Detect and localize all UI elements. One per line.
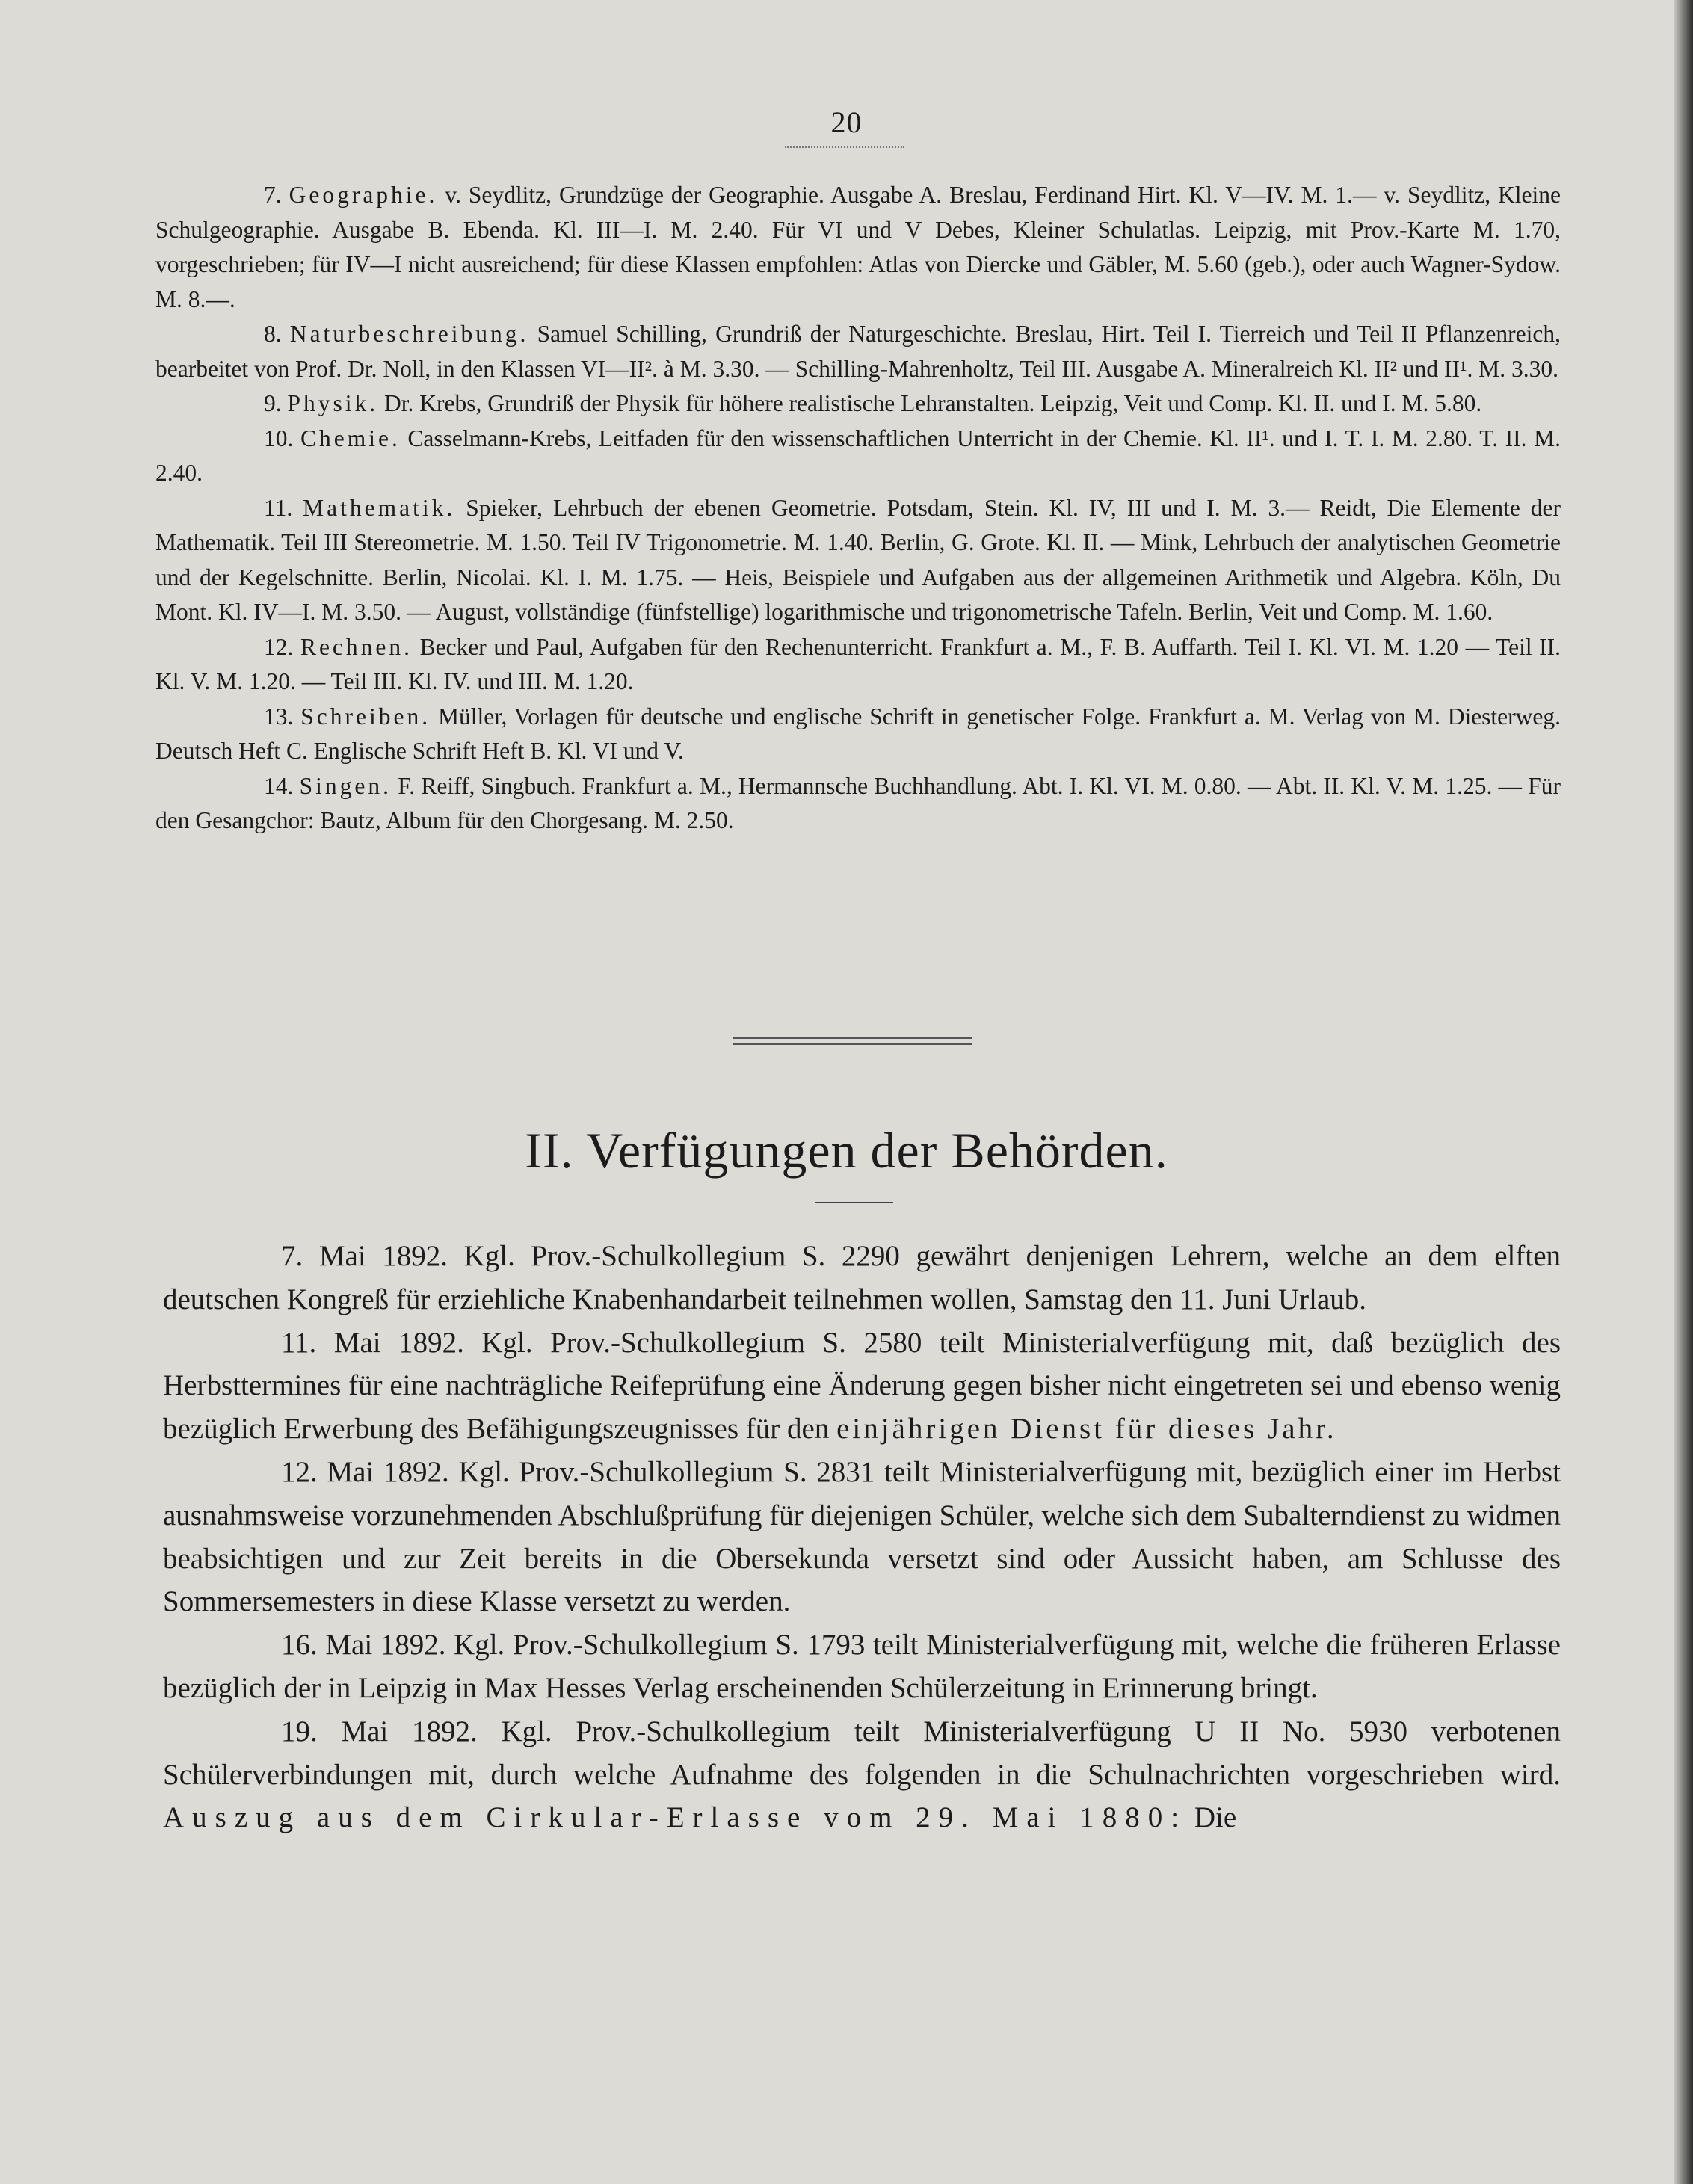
textbook-entry-physik bbox=[155, 386, 1561, 422]
entry-subject: Rechnen. bbox=[300, 633, 413, 660]
entry-subject: Chemie. bbox=[300, 425, 401, 451]
textbook-entry-naturbeschreibung bbox=[155, 317, 1561, 386]
entry-text: Becker und Paul, Aufgaben für den Rechenunterricht. Frankfurt a. M., F. B. Auffarth. Teil I. Kl. VI. M. 1.20 — Teil II. Kl. V. M. 1.20. — Teil III. Kl. IV. und III. M. 1.20. bbox=[155, 633, 1561, 694]
entry-subject: Schreiben. bbox=[300, 703, 431, 729]
entry-number: 9. bbox=[264, 390, 282, 416]
decree-text: 11. Mai 1892. Kgl. Prov.-Schulkollegium S. 2580 teilt Ministerialverfügung mit, daß bezüglich des Herbsttermines für eine nachträgliche Reifeprüfung eine Änderung gegen bisher nicht eingetreten sei und ebenso wenig bezüglich Erwerbung des Befähigungszeugnisses für den bbox=[163, 1326, 1561, 1446]
decree-entry bbox=[163, 1235, 1561, 1321]
entry-text: F. Reiff, Singbuch. Frankfurt a. M., Hermannsche Buchhandlung. Abt. I. Kl. VI. M. 0.80. — Abt. II. Kl. V. M. 1.25. — Für den Gesangchor: Bautz, Album für den Chorgesang. M. 2.50. bbox=[155, 772, 1561, 833]
decrees-list bbox=[163, 1235, 1561, 1839]
decree-text: 7. Mai 1892. Kgl. Prov.-Schulkollegium S. 2290 gewährt denjenigen Lehrern, welche an dem elften deutschen Kongreß für erziehliche Knabenhandarbeit teilnehmen wollen, Samstag den 11. Juni Urlaub. bbox=[163, 1240, 1561, 1315]
entry-number: 7. bbox=[264, 182, 282, 208]
entry-number: 13. bbox=[264, 703, 294, 729]
decree-emphasis: Auszug aus dem Cirkular-Erlasse vom 29. Mai 1880: bbox=[163, 1801, 1188, 1834]
decree-emphasis: einjährigen Dienst für dieses Jahr. bbox=[836, 1413, 1337, 1446]
decree-entry bbox=[163, 1321, 1561, 1451]
decree-text: 16. Mai 1892. Kgl. Prov.-Schulkollegium S. 1793 teilt Ministerialverfügung mit, welche die früheren Erlasse bezüglich der in Leipzig in Max Hesses Verlag erscheinenden Schülerzeitung in Erinnerung bringt. bbox=[163, 1629, 1561, 1704]
entry-subject: Naturbeschreibung. bbox=[289, 321, 529, 347]
entry-number: 12. bbox=[264, 633, 294, 660]
entry-subject: Singen. bbox=[299, 772, 392, 799]
entry-text: Spieker, Lehrbuch der ebenen Geometrie. Potsdam, Stein. Kl. IV, III und I. M. 3.— Reidt, Die Elemente der Mathematik. Teil III Stereometrie. M. 1.50. Teil IV Trigonometrie. M. 1.40. Berlin, G. Grote. Kl. II. — Mink, Lehrbuch der analytischen Geometrie und der Kegelschnitte. Berlin, Nicolai. Kl. I. M. 1.75. — Heis, Beispiele und Aufgaben aus der allgemeinen Arithmetik und Algebra. Köln, Du Mont. Kl. IV—I. M. 3.50. — August, vollständige (fünfstellige) logarithmische und trigonometrische Tafeln. Berlin, Veit und Comp. M. 1.60. bbox=[155, 494, 1561, 625]
entry-subject: Physik. bbox=[287, 390, 379, 416]
entry-text: Müller, Vorlagen für deutsche und englische Schrift in genetischer Folge. Frankfurt a. M. Verlag von M. Diesterweg. Deutsch Heft C. Englische Schrift Heft B. Kl. VI und V. bbox=[155, 703, 1561, 764]
entry-text: v. Seydlitz, Grundzüge der Geographie. Ausgabe A. Breslau, Ferdinand Hirt. Kl. V—IV. M. 1.— v. Seydlitz, Kleine Schulgeographie. Ausgabe B. Ebenda. Kl. III—I. M. 2.40. Für VI und V Debes, Kleiner Schulatlas. Leipzig, mit Prov.-Karte M. 1.70, vorgeschrieben; für IV—I nicht ausreichend; für diese Klassen empfohlen: Atlas von Diercke und Gäbler, M. 5.60 (geb.), oder auch Wagner-Sydow. M. 8.—. bbox=[155, 182, 1561, 312]
textbook-entry-geographie bbox=[155, 178, 1561, 317]
entry-text: Samuel Schilling, Grundriß der Naturgeschichte. Breslau, Hirt. Teil I. Tierreich und Teil II Pflanzenreich, bearbeitet von Prof. Dr. Noll, in den Klassen VI—II². à M. 3.30. — Schilling-Mahrenholtz, Teil III. Ausgabe A. Mineralreich Kl. II² und II¹. M. 3.30. bbox=[155, 321, 1561, 382]
textbook-entry-chemie bbox=[155, 422, 1561, 491]
page-edge-shadow bbox=[1674, 0, 1693, 2184]
textbook-entry-rechnen bbox=[155, 630, 1561, 700]
entry-text: Casselmann-Krebs, Leitfaden für den wissenschaftlichen Unterricht in der Chemie. Kl. II¹. und I. T. I. M. 2.80. T. II. M. 2.40. bbox=[155, 425, 1561, 486]
textbook-list bbox=[155, 178, 1561, 839]
decree-entry bbox=[163, 1623, 1561, 1710]
decree-text: 19. Mai 1892. Kgl. Prov.-Schulkollegium teilt Ministerialverfügung U II No. 5930 verbotenen Schülerverbindungen mit, durch welche Aufnahme des folgenden in die Schulnachrichten vorgeschrieben wird. bbox=[163, 1715, 1561, 1791]
entry-subject: Geographie. bbox=[289, 182, 438, 208]
decree-tail: Die bbox=[1194, 1801, 1237, 1834]
textbook-entry-singen bbox=[155, 769, 1561, 839]
page-number-ornament bbox=[785, 146, 904, 148]
textbook-entry-mathematik bbox=[155, 491, 1561, 630]
entry-text: Dr. Krebs, Grundriß der Physik für höhere realistische Lehranstalten. Leipzig, Veit und Comp. Kl. II. und I. M. 5.80. bbox=[384, 390, 1482, 416]
entry-number: 8. bbox=[264, 321, 282, 347]
entry-number: 10. bbox=[264, 425, 294, 451]
entry-subject: Mathematik. bbox=[303, 494, 456, 521]
entry-number: 14. bbox=[264, 772, 294, 799]
section-divider bbox=[733, 1037, 972, 1045]
page-number: 20 bbox=[830, 105, 863, 139]
section-heading: II. Verfügungen der Behörden. bbox=[525, 1122, 1168, 1179]
decree-entry bbox=[163, 1451, 1561, 1623]
textbook-entry-schreiben bbox=[155, 700, 1561, 769]
decree-text: 12. Mai 1892. Kgl. Prov.-Schulkollegium S. 2831 teilt Ministerialverfügung mit, bezüglich einer im Herbst ausnahmsweise vorzunehmenden Abschlußprüfung für diejenigen Schüler, welche sich dem Subalterndienst zu widmen beabsichtigen und zur Zeit bereits in die Obersekunda versetzt sind oder Aussicht haben, am Schlusse des Sommersemesters in diese Klasse versetzt zu werden. bbox=[163, 1455, 1561, 1618]
decree-entry bbox=[163, 1710, 1561, 1839]
entry-number: 11. bbox=[264, 494, 293, 521]
heading-underline bbox=[815, 1202, 893, 1203]
